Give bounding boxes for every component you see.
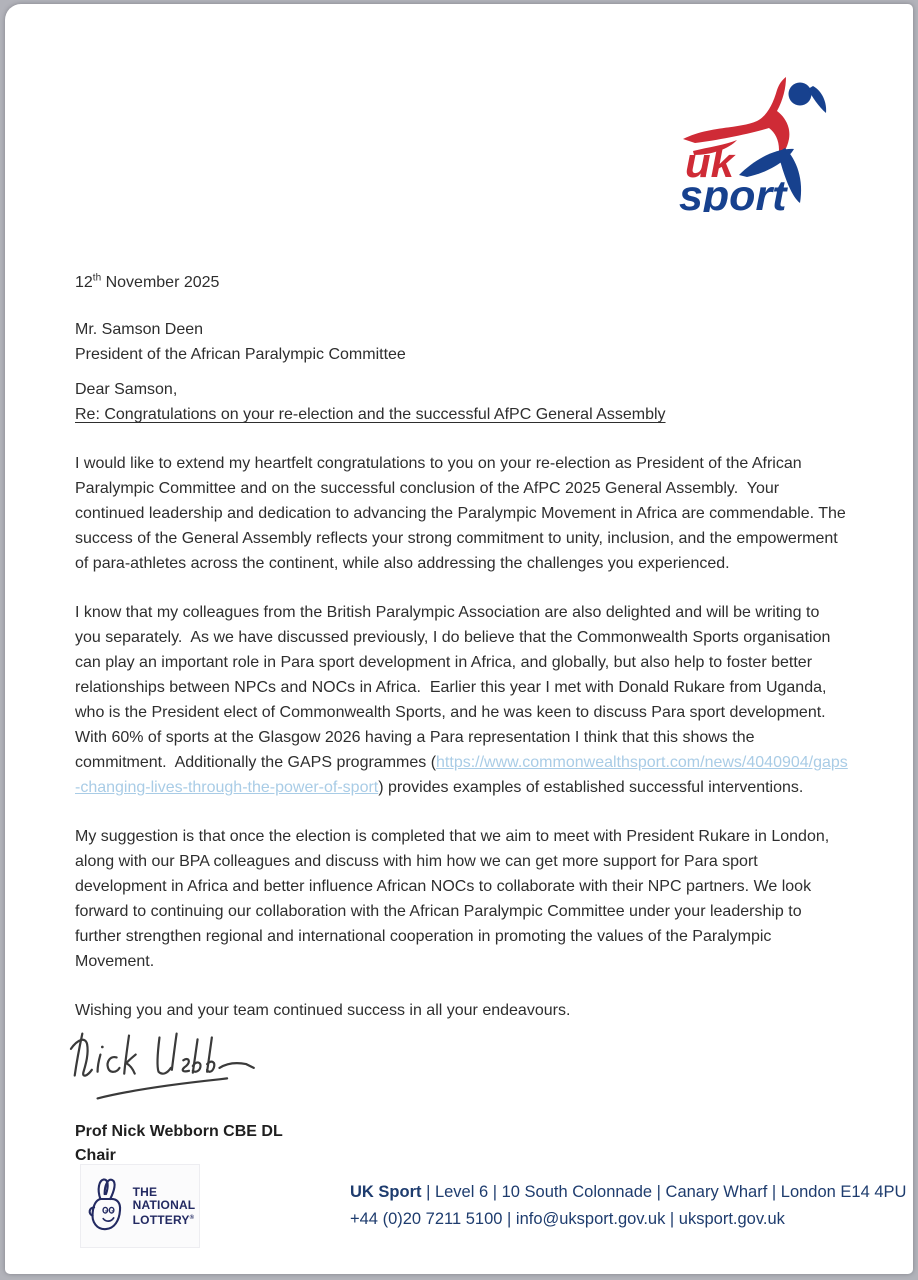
lottery-word-lottery: LOTTERY®	[132, 1212, 195, 1227]
salutation: Dear Samson,	[75, 381, 178, 398]
letter-date	[75, 270, 849, 295]
logo-word-sport: sport	[679, 172, 787, 212]
lottery-word-the: THE	[132, 1184, 158, 1199]
paragraph-2-tail: ) provides examples of established successful interventions.	[378, 779, 804, 796]
letter-footer	[80, 1164, 906, 1248]
paragraph-2-text: I know that my colleagues from the British Paralympic Association are also delighted and will be writing to you separately. As we have discussed previously, I do believe that the Commonwealth Sports organisation can play an important role in Para sport development in Africa, and globally, but also help to foster better relationships between NPCs and NOCs in Africa. Earlier this year I met with Donald Rukare from Uganda, who is the President elect of Commonwealth Sports, and he was keen to discuss Para sport development. With 60% of sports at the Glasgow 2026 having a Para representation I think that this shows the commitment. Additionally the GAPS programmes (	[75, 604, 835, 771]
signer-block	[75, 1120, 849, 1168]
footer-contact-block	[350, 1179, 906, 1233]
logo-word-uk: uk	[685, 139, 735, 186]
closing-line: Wishing you and your team continued success in all your endeavours.	[75, 1002, 571, 1019]
signer-title: Chair	[75, 1147, 116, 1164]
recipient-block	[75, 317, 849, 367]
recipient-name: Mr. Samson Deen	[75, 321, 204, 338]
letter-page	[5, 4, 913, 1274]
national-lottery-wordmark	[133, 1186, 196, 1227]
paragraph-3: My suggestion is that once the election is completed that we aim to meet with President Rukare in London, along with our BPA colleagues and discuss with him how we can get more support for Para sport development in Africa and better influence African NOCs to collaborate with their NPC partners. We look forward to continuing our collaboration with the African Paralympic Committee under your leadership to further strengthen regional and international cooperation in promoting the values of the Paralympic Movement.	[75, 828, 834, 970]
handwritten-signature	[69, 1027, 849, 1110]
date-rest: November 2025	[101, 274, 220, 291]
paragraph-2	[75, 600, 849, 800]
footer-contact-line: +44 (0)20 7211 5100 | info@uksport.gov.uk | uksport.gov.uk	[350, 1210, 785, 1228]
registered-mark: ®	[189, 1214, 195, 1221]
crossed-fingers-icon	[85, 1175, 127, 1237]
subject-line: Re: Congratulations on your re-election and the successful AfPC General Assembly	[75, 406, 666, 423]
national-lottery-logo	[80, 1164, 200, 1248]
date-day: 12	[75, 274, 93, 291]
footer-address-rest: | Level 6 | 10 South Colonnade | Canary Wharf | London E14 4PU	[421, 1183, 907, 1201]
lottery-word-national: NATIONAL	[132, 1197, 196, 1212]
paragraph-1: I would like to extend my heartfelt congratulations to you on your re-election as President of the African Paralympic Committee and on the successful conclusion of the AfPC 2025 General Assembly. Your continued leadership and dedication to advancing the Paralympic Movement in Africa are commendable. The success of the General Assembly reflects your strong commitment to unity, inclusion, and the empowerment of para-athletes across the continent, while also addressing the challenges you experienced.	[75, 455, 851, 572]
footer-address-line	[350, 1179, 906, 1206]
recipient-title: President of the African Paralympic Committee	[75, 346, 406, 363]
gaps-programme-link[interactable]: https://www.commonwealthsport.com/news/4040904/gaps-changing-lives-through-the-power-of-sport	[75, 754, 848, 796]
salutation-block	[75, 377, 849, 427]
signature-icon	[69, 1027, 269, 1105]
footer-org-name: UK Sport	[350, 1183, 422, 1201]
signer-name: Prof Nick Webborn CBE DL	[75, 1123, 283, 1140]
date-ordinal: th	[92, 272, 102, 284]
